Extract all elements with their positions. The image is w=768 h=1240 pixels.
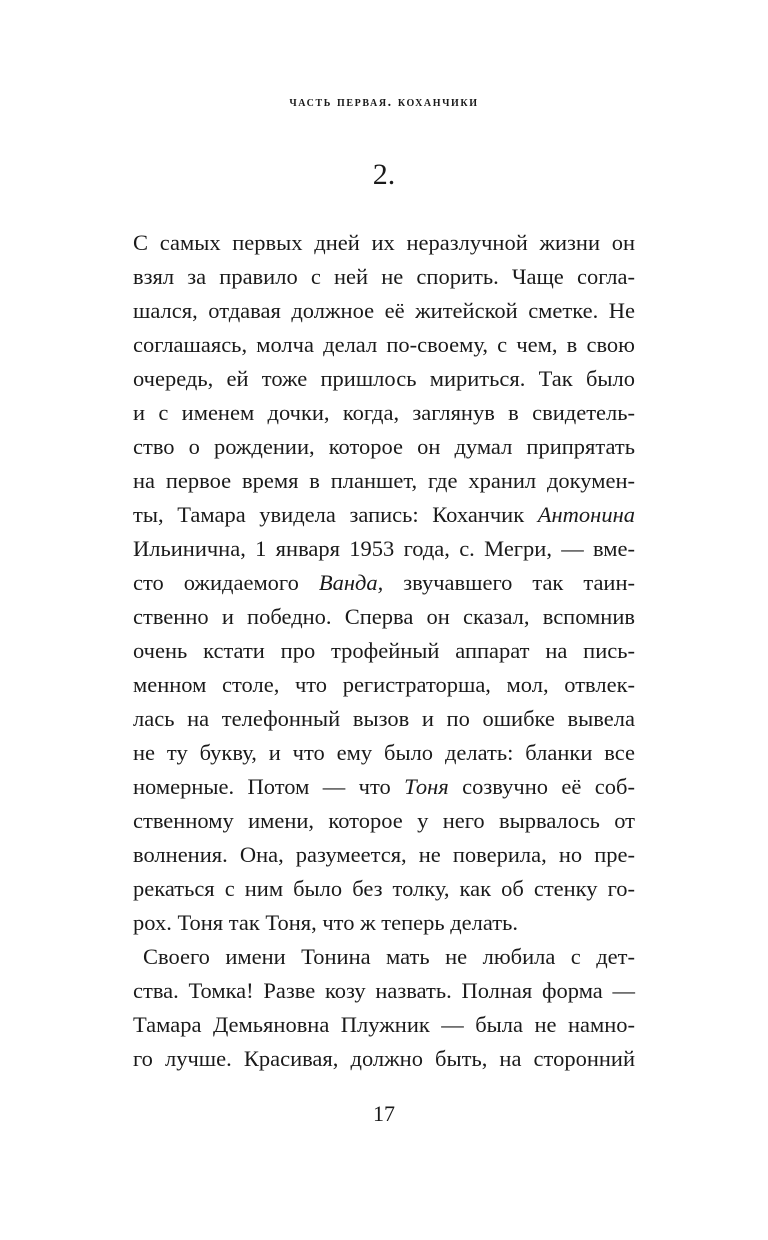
- text-line: [133, 974, 635, 1008]
- text-line: [133, 1008, 635, 1042]
- text-segment: соглашаясь, молча делал по-своему, с чем, в свою: [133, 332, 635, 357]
- text-line: [133, 498, 635, 532]
- text-line: [133, 702, 635, 736]
- paragraph: [133, 226, 635, 940]
- text-line: [133, 430, 635, 464]
- text-segment: шался, отдавая должное её житейской сметке. Не: [133, 298, 635, 323]
- text-segment: С самых первых дней их неразлучной жизни он: [133, 230, 635, 255]
- running-head: часть первая. коханчики: [289, 95, 479, 110]
- text-line: [133, 226, 635, 260]
- text-segment: на первое время в планшет, где хранил докумен-: [133, 468, 635, 493]
- text-segment: ты, Тамара увидела запись: Коханчик: [133, 502, 538, 527]
- text-line: [133, 940, 635, 974]
- text-line: [133, 260, 635, 294]
- text-segment: номерные. Потом — что: [133, 774, 405, 799]
- text-line: [133, 736, 635, 770]
- text-line: [133, 668, 635, 702]
- text-segment: ства. Томка! Разве козу назвать. Полная форма —: [133, 978, 635, 1003]
- text-line: [133, 464, 635, 498]
- text-line: [133, 804, 635, 838]
- text-line: [133, 838, 635, 872]
- text-segment: рох. Тоня так Тоня, что ж теперь делать.: [133, 910, 519, 935]
- text-line: [133, 328, 635, 362]
- text-segment: очередь, ей тоже пришлось мириться. Так было: [133, 366, 635, 391]
- text-segment: очень кстати про трофейный аппарат на пись-: [133, 638, 635, 663]
- text-segment: Ильинична, 1 января 1953 года, с. Мегри, — вме-: [133, 536, 635, 561]
- text-segment: взял за правило с ней не спорить. Чаще согла-: [133, 264, 635, 289]
- page-number: 17: [373, 1101, 395, 1126]
- text-line: [133, 872, 635, 906]
- text-line: [133, 532, 635, 566]
- text-segment: Тамара Демьяновна Плужник — была не намно-: [133, 1012, 635, 1037]
- text-segment: не ту букву, и что ему было делать: бланки все: [133, 740, 635, 765]
- italic-text: Ванда,: [318, 570, 384, 595]
- text-line: [133, 600, 635, 634]
- text-segment: ственному имени, которое у него вырвалось от: [133, 808, 635, 833]
- text-segment: звучавшего так таин-: [383, 570, 635, 595]
- text-line: [133, 770, 635, 804]
- text-segment: сто ожидаемого: [133, 570, 319, 595]
- text-segment: рекаться с ним было без толку, как об стенку го-: [133, 876, 635, 901]
- text-segment: лась на телефонный вызов и по ошибке вывела: [133, 706, 635, 731]
- text-segment: менном столе, что регистраторша, мол, отвлек-: [133, 672, 635, 697]
- text-segment: волнения. Она, разумеется, не поверила, но пре-: [133, 842, 635, 867]
- chapter-number: 2.: [372, 158, 396, 191]
- text-segment: и с именем дочки, когда, заглянув в свидетель-: [133, 400, 635, 425]
- text-segment: Своего имени Тонина мать не любила с дет-: [143, 944, 635, 969]
- text-line: [133, 906, 635, 940]
- italic-text: Тоня: [404, 774, 449, 799]
- text-line: [133, 362, 635, 396]
- text-segment: го лучше. Красивая, должно быть, на сторонний: [133, 1046, 635, 1071]
- text-line: [133, 294, 635, 328]
- text-line: [133, 1042, 635, 1076]
- text-segment: созвучно её соб-: [448, 774, 635, 799]
- body-text: [133, 226, 635, 1076]
- text-segment: ство о рождении, которое он думал припрятать: [133, 434, 635, 459]
- text-line: [133, 634, 635, 668]
- text-line: [133, 566, 635, 600]
- italic-text: Антонина: [537, 502, 635, 527]
- text-line: [133, 396, 635, 430]
- paragraph: [133, 940, 635, 1076]
- text-segment: ственно и победно. Сперва он сказал, вспомнив: [133, 604, 635, 629]
